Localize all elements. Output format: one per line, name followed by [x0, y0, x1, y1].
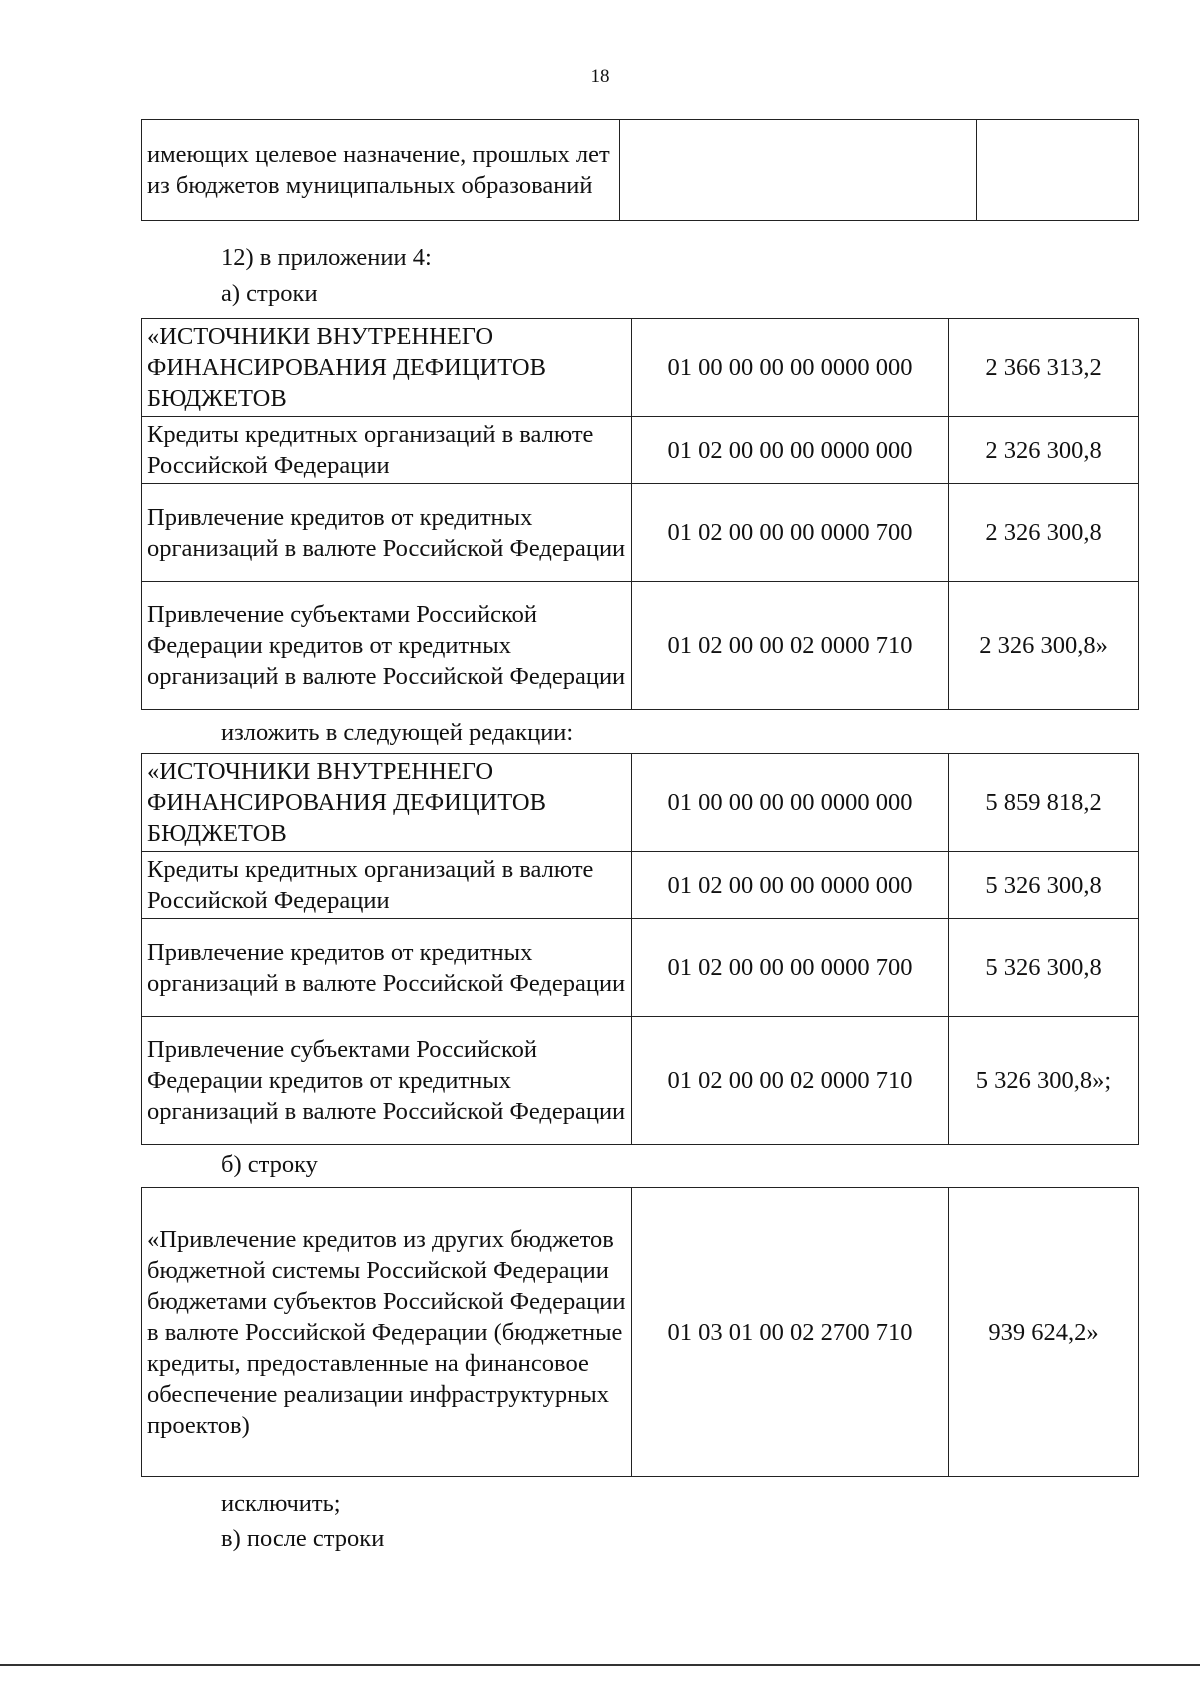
- row-amount: 5 326 300,8»;: [949, 1017, 1139, 1145]
- row-amount: 5 326 300,8: [949, 919, 1139, 1017]
- table-row: [142, 319, 1139, 417]
- row-code: 01 02 00 00 00 0000 000: [632, 852, 949, 919]
- row-code: 01 02 00 00 00 0000 700: [632, 919, 949, 1017]
- row-amount: 2 326 300,8: [949, 417, 1139, 484]
- row-name: Привлечение кредитов от кредитных организаций в валюте Российской Федерации: [142, 484, 632, 582]
- row-name: Кредиты кредитных организаций в валюте Российской Федерации: [142, 852, 632, 919]
- subitem-b: б) строку: [221, 1151, 318, 1178]
- table-b: [141, 1187, 1139, 1477]
- row-code: 01 02 00 00 02 0000 710: [632, 582, 949, 710]
- row-code: 01 00 00 00 00 0000 000: [632, 754, 949, 852]
- row-code: 01 02 00 00 00 0000 000: [632, 417, 949, 484]
- continuation-table: [141, 119, 1139, 221]
- table-row: [142, 484, 1139, 582]
- item-12: 12) в приложении 4:: [221, 244, 432, 271]
- row-amount: 5 326 300,8: [949, 852, 1139, 919]
- row-amount: 5 859 818,2: [949, 754, 1139, 852]
- bottom-rule: [0, 1664, 1200, 1666]
- row-name: Кредиты кредитных организаций в валюте Российской Федерации: [142, 417, 632, 484]
- table-row: [142, 120, 1139, 221]
- row-amount: 2 326 300,8»: [949, 582, 1139, 710]
- row-name: Привлечение субъектами Российской Федерации кредитов от кредитных организаций в валюте Российской Федерации: [142, 1017, 632, 1145]
- row-name: «ИСТОЧНИКИ ВНУТРЕННЕГО ФИНАНСИРОВАНИЯ ДЕФИЦИТОВ БЮДЖЕТОВ: [142, 754, 632, 852]
- row-amount: 939 624,2»: [949, 1188, 1139, 1477]
- subitem-a: а) строки: [221, 280, 318, 307]
- row-name: «Привлечение кредитов из других бюджетов бюджетной системы Российской Федерации бюджетами субъектов Российской Федерации в валюте Российской Федерации (бюджетные кредиты, предоставленные на финансовое обеспечение реализации инфраструктурных проектов): [142, 1188, 632, 1477]
- row-amount: 2 326 300,8: [949, 484, 1139, 582]
- row-code: 01 02 00 00 00 0000 700: [632, 484, 949, 582]
- subitem-v: в) после строки: [221, 1525, 385, 1552]
- row-name: «ИСТОЧНИКИ ВНУТРЕННЕГО ФИНАНСИРОВАНИЯ ДЕФИЦИТОВ БЮДЖЕТОВ: [142, 319, 632, 417]
- row-amount: 2 366 313,2: [949, 319, 1139, 417]
- table-a-new: [141, 753, 1139, 1145]
- table-row: [142, 919, 1139, 1017]
- row-name: Привлечение кредитов от кредитных организаций в валюте Российской Федерации: [142, 919, 632, 1017]
- row-name: имеющих целевое назначение, прошлых лет из бюджетов муниципальных образований: [142, 120, 620, 221]
- row-code: 01 02 00 00 02 0000 710: [632, 1017, 949, 1145]
- page-number: 18: [590, 66, 610, 87]
- table-row: [142, 582, 1139, 710]
- exclude-text: исключить;: [221, 1490, 341, 1517]
- row-name: Привлечение субъектами Российской Федерации кредитов от кредитных организаций в валюте Российской Федерации: [142, 582, 632, 710]
- table-a-old: [141, 318, 1139, 710]
- table-row: [142, 852, 1139, 919]
- table-row: [142, 417, 1139, 484]
- table-row: [142, 1017, 1139, 1145]
- row-code: 01 00 00 00 00 0000 000: [632, 319, 949, 417]
- row-code: 01 03 01 00 02 2700 710: [632, 1188, 949, 1477]
- row-amount: [977, 120, 1139, 221]
- table-row: [142, 754, 1139, 852]
- table-row: [142, 1188, 1139, 1477]
- replace-text: изложить в следующей редакции:: [221, 719, 574, 746]
- row-code: [620, 120, 977, 221]
